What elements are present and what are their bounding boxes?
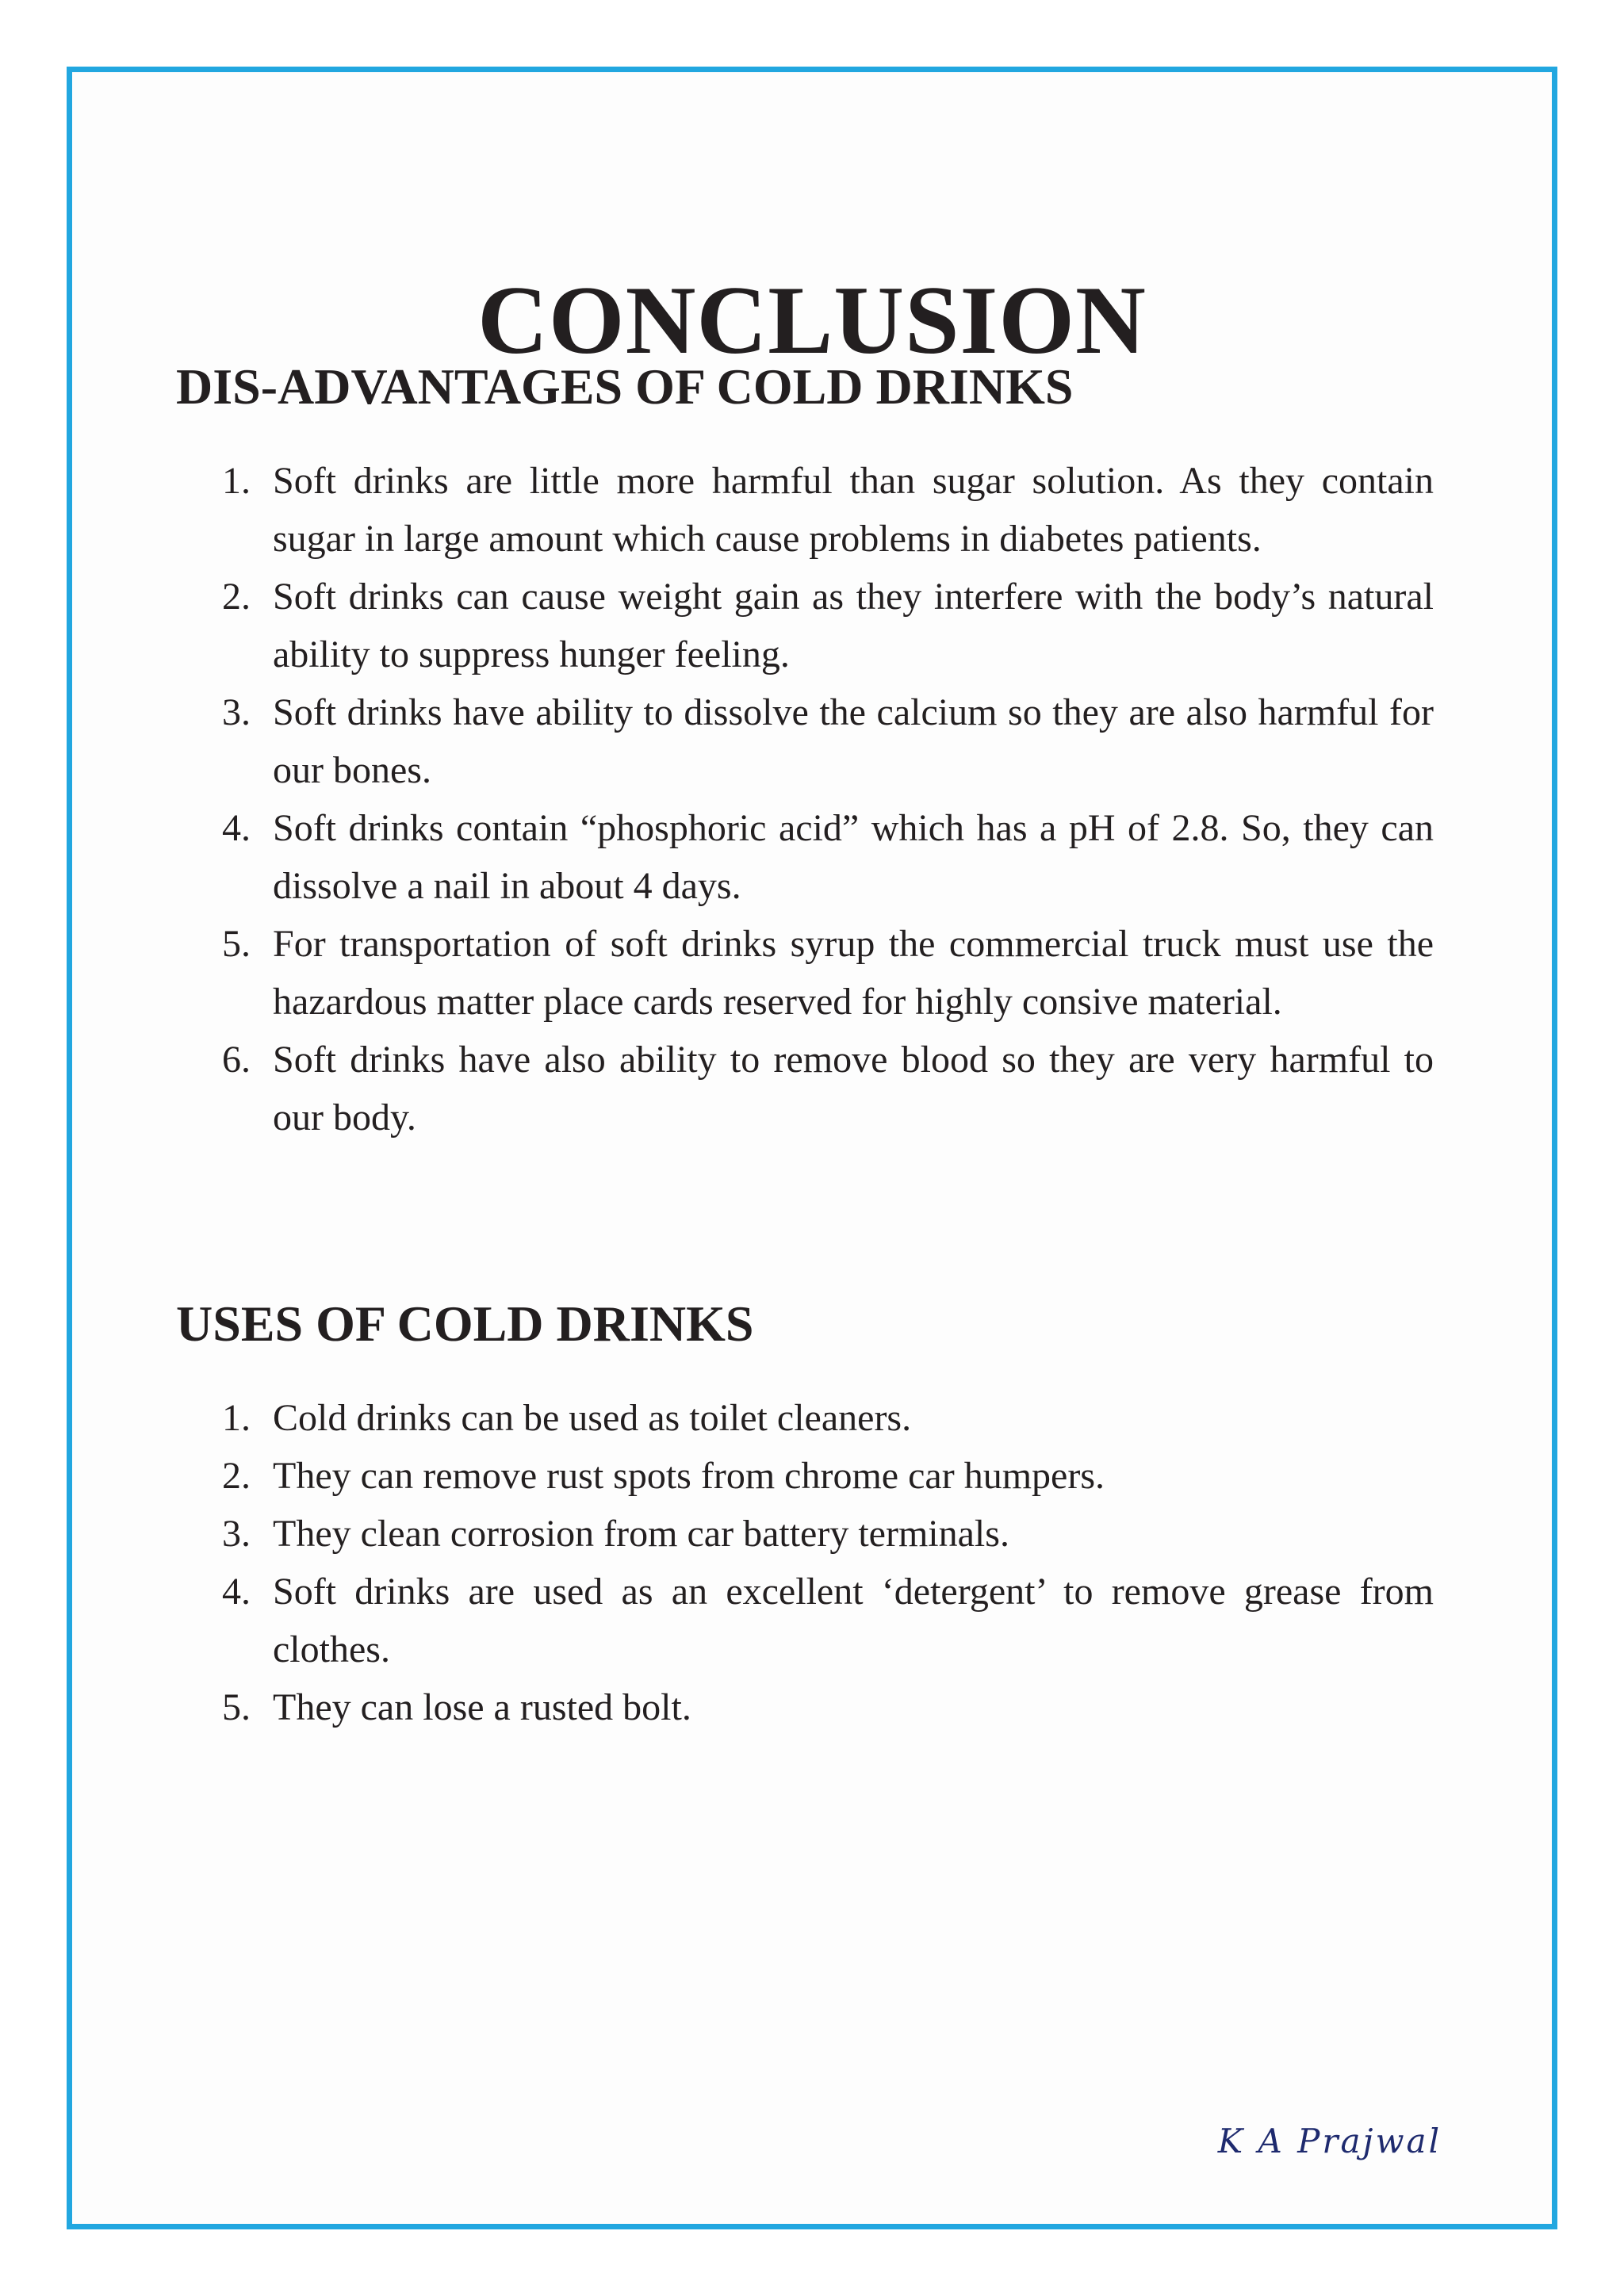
item-text: Soft drinks have also ability to remove blood so they are very harmful to our body. — [273, 1039, 1434, 1138]
item-number: 6. — [222, 1039, 251, 1081]
list-item — [0, 1563, 1434, 1678]
list-item — [0, 1678, 1434, 1736]
item-text: They can lose a rusted bolt. — [273, 1686, 691, 1728]
item-text: They clean corrosion from car battery terminals. — [273, 1513, 1009, 1555]
list-item — [0, 1447, 1434, 1505]
uses-list — [0, 1389, 1434, 1736]
list-item — [0, 683, 1434, 799]
item-number: 2. — [222, 576, 251, 618]
item-text: Soft drinks have ability to dissolve the calcium so they are also harmful for our bones. — [273, 691, 1434, 791]
section-heading-disadvantages: DIS-ADVANTAGES OF COLD DRINKS — [176, 358, 1074, 415]
page-title: CONCLUSION — [477, 266, 1147, 375]
disadvantages-list — [0, 452, 1434, 1146]
item-text: Cold drinks can be used as toilet cleaners. — [273, 1397, 912, 1439]
item-text: Soft drinks can cause weight gain as they interfere with the body’s natural ability to suppress hunger feeling. — [273, 576, 1434, 675]
item-number: 1. — [222, 460, 251, 502]
list-item — [0, 799, 1434, 915]
item-number: 2. — [222, 1455, 251, 1497]
item-number: 4. — [222, 807, 251, 849]
item-number: 5. — [222, 923, 251, 965]
item-text: Soft drinks are little more harmful than sugar solution. As they contain sugar in large amount which cause problems in diabetes patients. — [273, 460, 1434, 560]
item-number: 4. — [222, 1571, 251, 1613]
item-text: For transportation of soft drinks syrup the commercial truck must use the hazardous matter place cards reserved for highly consive material. — [273, 923, 1434, 1023]
list-item — [0, 1505, 1434, 1563]
item-text: They can remove rust spots from chrome car humpers. — [273, 1455, 1105, 1497]
list-item — [0, 452, 1434, 568]
item-number: 3. — [222, 691, 251, 733]
list-item — [0, 915, 1434, 1031]
item-number: 1. — [222, 1397, 251, 1439]
list-item — [0, 1031, 1434, 1146]
section-heading-uses: USES OF COLD DRINKS — [176, 1295, 754, 1352]
item-number: 5. — [222, 1686, 251, 1728]
author-signature: K A Prajwal — [1217, 2122, 1442, 2160]
item-text: Soft drinks are used as an excellent ‘detergent’ to remove grease from clothes. — [273, 1571, 1434, 1670]
list-item — [0, 568, 1434, 683]
item-number: 3. — [222, 1513, 251, 1555]
list-item — [0, 1389, 1434, 1447]
item-text: Soft drinks contain “phosphoric acid” which has a pH of 2.8. So, they can dissolve a nail in about 4 days. — [273, 807, 1434, 907]
